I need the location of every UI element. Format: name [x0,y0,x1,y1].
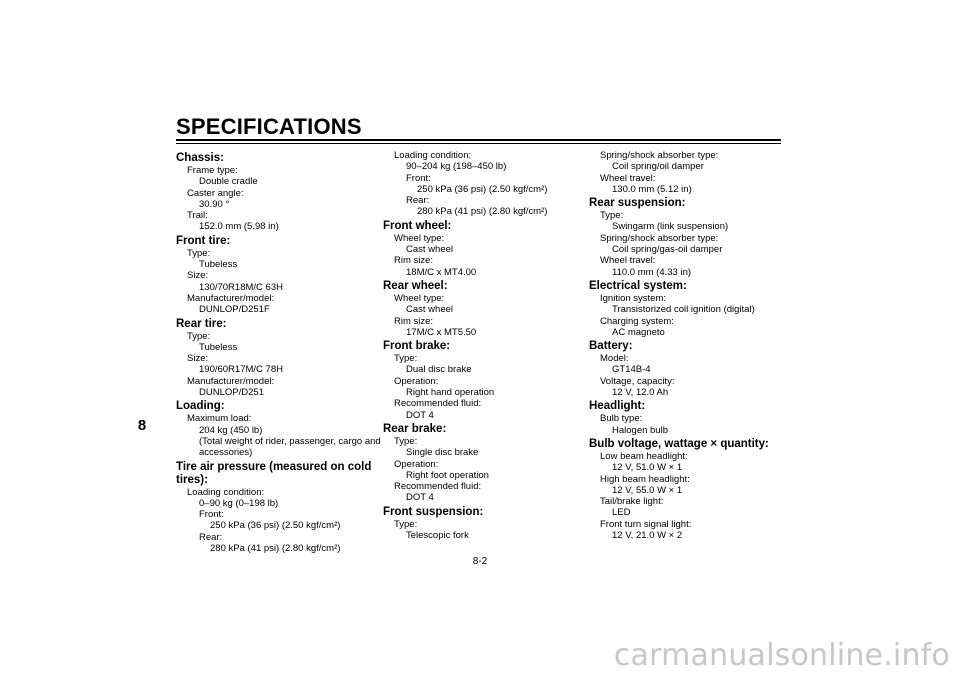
spec-value: 30.90 ° [199,198,230,210]
spec-label: Type: [394,435,418,447]
spec-label: Wheel type: [394,292,445,304]
spec-value: Single disc brake [406,447,479,459]
spec-label: Rim size: [394,315,434,327]
section-heading: Rear brake: [383,422,447,435]
spec-label: Type: [187,247,211,259]
section-heading: Bulb voltage, wattage × quantity: [589,437,769,450]
section-heading: Rear suspension: [589,197,686,210]
spec-value: 130.0 mm (5.12 in) [612,183,692,195]
spec-label: Manufacturer/model: [187,292,275,304]
spec-value: accessories) [199,447,253,459]
section-heading: Front suspension: [383,505,484,518]
spec-value: Rear: [199,531,223,543]
spec-value: 12 V, 21.0 W × 2 [612,530,683,542]
spec-value: Double cradle [199,176,258,188]
spec-value: 152.0 mm (5.98 in) [199,221,279,233]
spec-value: 190/60R17M/C 78H [199,364,283,376]
spec-label: Trail: [187,210,208,222]
spec-label: Type: [394,353,418,365]
spec-value: 12 V, 55.0 W × 1 [612,484,683,496]
spec-value: 250 kPa (36 psi) (2.50 kgf/cm²) [417,183,548,195]
section-heading: Headlight: [589,400,646,413]
section-heading: Rear tire: [176,317,227,330]
spec-value: Telescopic fork [406,530,469,542]
spec-label: Wheel travel: [600,255,656,267]
page-title: SPECIFICATIONS [176,114,362,139]
spec-label: Operation: [394,458,439,470]
spec-value: 130/70R18M/C 63H [199,281,283,293]
spec-value: AC magneto [612,326,665,338]
spec-value: Swingarm (link suspension) [612,221,729,233]
section-heading: Rear wheel: [383,279,448,292]
spec-value: LED [612,507,631,519]
spec-value: 280 kPa (41 psi) (2.80 kgf/cm²) [210,543,341,555]
spec-label: Tail/brake light: [600,496,664,508]
spec-label: Operation: [394,375,439,387]
section-heading: Electrical system: [589,279,687,292]
spec-column-2 [383,150,583,541]
section-heading: Front tire: [176,234,231,247]
chapter-tab: 8 [137,417,147,434]
spec-label: Front turn signal light: [600,518,692,530]
spec-label: Loading condition: [187,486,265,498]
spec-label: Recommended fluid: [394,398,482,410]
title-rule-thick [176,139,781,141]
spec-value: Dual disc brake [406,364,472,376]
spec-label: Wheel travel: [600,172,656,184]
spec-value: 90–204 kg (198–450 lb) [406,161,507,173]
spec-value: Rear: [406,195,430,207]
spec-label: Type: [394,518,418,530]
spec-value: Right foot operation [406,469,489,481]
section-heading: Loading: [176,400,225,413]
spec-value: 17M/C x MT5.50 [406,326,477,338]
section-heading: Front brake: [383,340,451,353]
spec-value: 110.0 mm (4.33 in) [612,266,692,278]
spec-value: Tubeless [199,341,238,353]
spec-value: DUNLOP/D251F [199,304,270,316]
spec-label: Wheel type: [394,232,445,244]
spec-value: 204 kg (450 lb) [199,424,263,436]
spec-column-1 [176,150,381,555]
spec-value: 250 kPa (36 psi) (2.50 kgf/cm²) [210,520,341,532]
spec-value: Right hand operation [406,387,495,399]
watermark-text: carmanualsonline.info [613,638,950,673]
spec-label: Spring/shock absorber type: [600,232,719,244]
spec-value: Front: [199,509,224,521]
section-heading: Tire air pressure (measured on cold tires): [176,460,372,486]
section-heading: Chassis: [176,152,224,164]
spec-value: 0–90 kg (0–198 lb) [199,497,279,509]
spec-value: 12 V, 51.0 W × 1 [612,462,683,474]
spec-label: Manufacturer/model: [187,375,275,387]
spec-value: 12 V, 12.0 Ah [612,387,669,399]
spec-label: Ignition system: [600,292,666,304]
spec-label: Loading condition: [394,150,472,161]
spec-label: Type: [187,330,211,342]
spec-label: Bulb type: [600,413,643,425]
section-heading: Front wheel: [383,219,452,232]
spec-value: DOT 4 [406,492,434,504]
spec-label: Type: [600,210,624,222]
spec-value: Halogen bulb [612,424,668,436]
spec-value: GT14B-4 [612,364,651,376]
title-rule-thin [176,143,781,144]
spec-label: Spring/shock absorber type: [600,150,719,161]
spec-value: DOT 4 [406,409,434,421]
spec-label: Frame type: [187,165,238,176]
spec-value: Cast wheel [406,304,453,316]
spec-label: Caster angle: [187,187,244,199]
spec-label: Rim size: [394,255,434,267]
spec-value: Coil spring/oil damper [612,161,704,173]
spec-value: Tubeless [199,259,238,271]
spec-label: Size: [187,270,209,282]
spec-label: Maximum load: [187,413,252,425]
spec-label: Voltage, capacity: [600,375,675,387]
spec-value: (Total weight of rider, passenger, cargo and [199,435,381,447]
spec-value: 280 kPa (41 psi) (2.80 kgf/cm²) [417,206,548,218]
spec-label: Charging system: [600,315,674,327]
section-heading: Battery: [589,340,633,353]
spec-label: High beam headlight: [600,473,690,485]
spec-value: DUNLOP/D251 [199,387,264,399]
page-number: 8-2 [472,556,488,567]
spec-label: Model: [600,353,629,365]
spec-label: Low beam headlight: [600,450,688,462]
spec-value: Transistorized coil ignition (digital) [612,304,755,316]
spec-value: Front: [406,172,431,184]
spec-value: Coil spring/gas-oil damper [612,244,723,256]
spec-label: Recommended fluid: [394,481,482,493]
spec-label: Size: [187,353,209,365]
spec-column-3 [589,150,789,541]
spec-value: Cast wheel [406,244,453,256]
spec-value: 18M/C x MT4.00 [406,266,477,278]
